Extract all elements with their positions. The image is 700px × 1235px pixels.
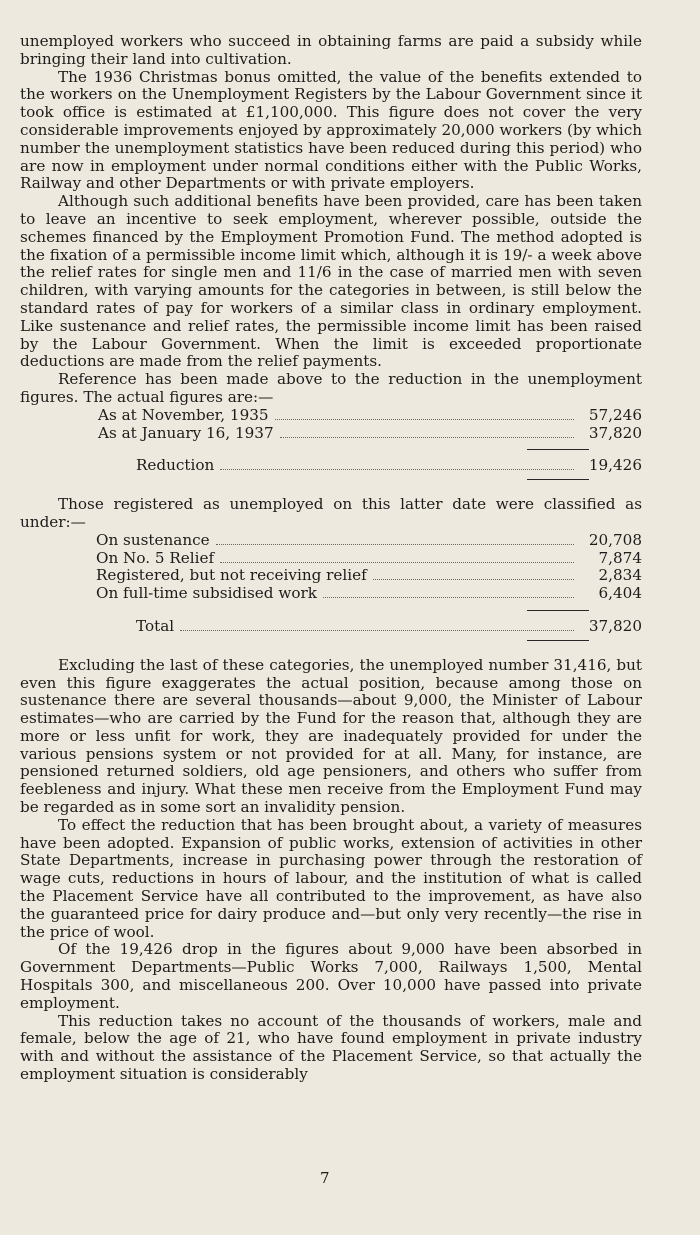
sum-rule [527, 449, 589, 450]
total-value: 37,820 [588, 616, 642, 635]
row-value: 20,708 [588, 530, 642, 549]
total-value: 19,426 [588, 456, 642, 475]
row-label: As at November, 1935 [98, 405, 269, 424]
row-label: On No. 5 Relief [96, 548, 215, 567]
row-value: 37,820 [588, 423, 642, 442]
table-row [20, 585, 642, 603]
dot-leader [373, 568, 574, 580]
paragraph-9: This reduction takes no account of the thousands of workers, male and female, below the age of 21, who have found employment in private industry with and without the assistance of the Placement Service, so that actually the employment situation is considerably [20, 1011, 642, 1084]
paragraph-5: Those registered as unemployed on this latter date were classified as under:— [20, 495, 642, 531]
dot-leader [216, 533, 574, 545]
table-row [20, 532, 642, 550]
dot-leader [220, 458, 574, 470]
dot-leader [275, 408, 574, 420]
paragraph-7: To effect the reduction that has been brought about, a variety of measures have been adopted. Expansion of public works, extension of activities in other State Departments, increase in purchasing power through the restoration of wage cuts, reductions in hours of labour, and the institution of what is called the Placement Service have all contributed to the improvement, as have also the guaranteed price for dairy produce and—but only very recently—the rise in the price of wool. [20, 815, 642, 941]
paragraph-6: Excluding the last of these categories, the unemployed number 31,416, but even this figure exaggerates the actual position, because among those on sustenance there are several thousands—about 9,000, the Minister of Labour estimates—who are carried by the Fund for the reason that, although they are more or less unfit for work, they are inadequately provided for under the various pensions system or not provided for at all. Many, for instance, are pensioned returned soldiers, old age pensioners, and others who suffer from feebleness and injury. What these men receive from the Employment Fund may be regarded as in some sort an invalidity pension. [20, 655, 642, 817]
paragraph-2: The 1936 Christmas bonus omitted, the value of the benefits extended to the workers on the Unemployment Registers by the Labour Government since it took office is estimated at £1,100,000. This figure does not cover the very considerable improvements enjoyed by approximately 20,000 workers (by which number the unemployment statistics have been reduced during this period) who are now in employment under normal conditions either with the Public Works, Railway and other Departments or with private employers. [20, 67, 642, 193]
total-label: Reduction [136, 456, 215, 475]
dot-leader [280, 426, 574, 438]
row-value: 7,874 [598, 548, 642, 567]
paragraph-4: Reference has been made above to the reduction in the unemployment figures. The actual figures are:— [20, 370, 642, 406]
total-row [20, 618, 642, 636]
row-label: On full-time subsidised work [96, 584, 317, 603]
row-label: As at January 16, 1937 [98, 423, 274, 442]
dot-leader [323, 586, 574, 598]
total-row [20, 457, 642, 475]
paragraph-3: Although such additional benefits have been provided, care has been taken to leave an incentive to seek employment, wherever possible, outside the schemes financed by the Employment Promotion Fund. The method adopted is the fixation of a permissible income limit which, although it is 19/- a week above the relief rates for single men and 11/6 in the case of married men with seven children, with varying amounts for the categories in between, is still below the standard rates of pay for workers of a similar class in ordinary employment. Like sustenance and relief rates, the permissible income limit has been raised by the Labour Government. When the limit is exceeded proportionate deductions are made from the relief payments. [20, 192, 642, 371]
table-row [20, 425, 642, 443]
table-row [20, 567, 642, 585]
table-row [20, 550, 642, 568]
paragraph-8: Of the 19,426 drop in the figures about 9,000 have been absorbed in Government Departments—Public Works 7,000, Railways 1,500, Mental Hospitals 300, and miscellaneous 200. Over 10,000 have passed into private employment. [20, 940, 642, 1012]
sum-rule [527, 610, 589, 611]
table-row [20, 407, 642, 425]
dot-leader [220, 551, 574, 563]
page-number: 7 [320, 1169, 330, 1187]
row-value: 6,404 [598, 584, 642, 603]
row-value: 57,246 [588, 405, 642, 424]
row-label: On sustenance [96, 530, 210, 549]
total-label: Total [136, 616, 175, 635]
paragraph-1: unemployed workers who succeed in obtaining farms are paid a subsidy while bringing their land into cultivation. [20, 32, 642, 68]
unemployment-figures-table [20, 407, 642, 480]
row-value: 2,834 [598, 566, 642, 585]
dot-leader [180, 619, 574, 631]
row-label: Registered, but not receiving relief [96, 566, 367, 585]
classification-table [20, 532, 642, 641]
